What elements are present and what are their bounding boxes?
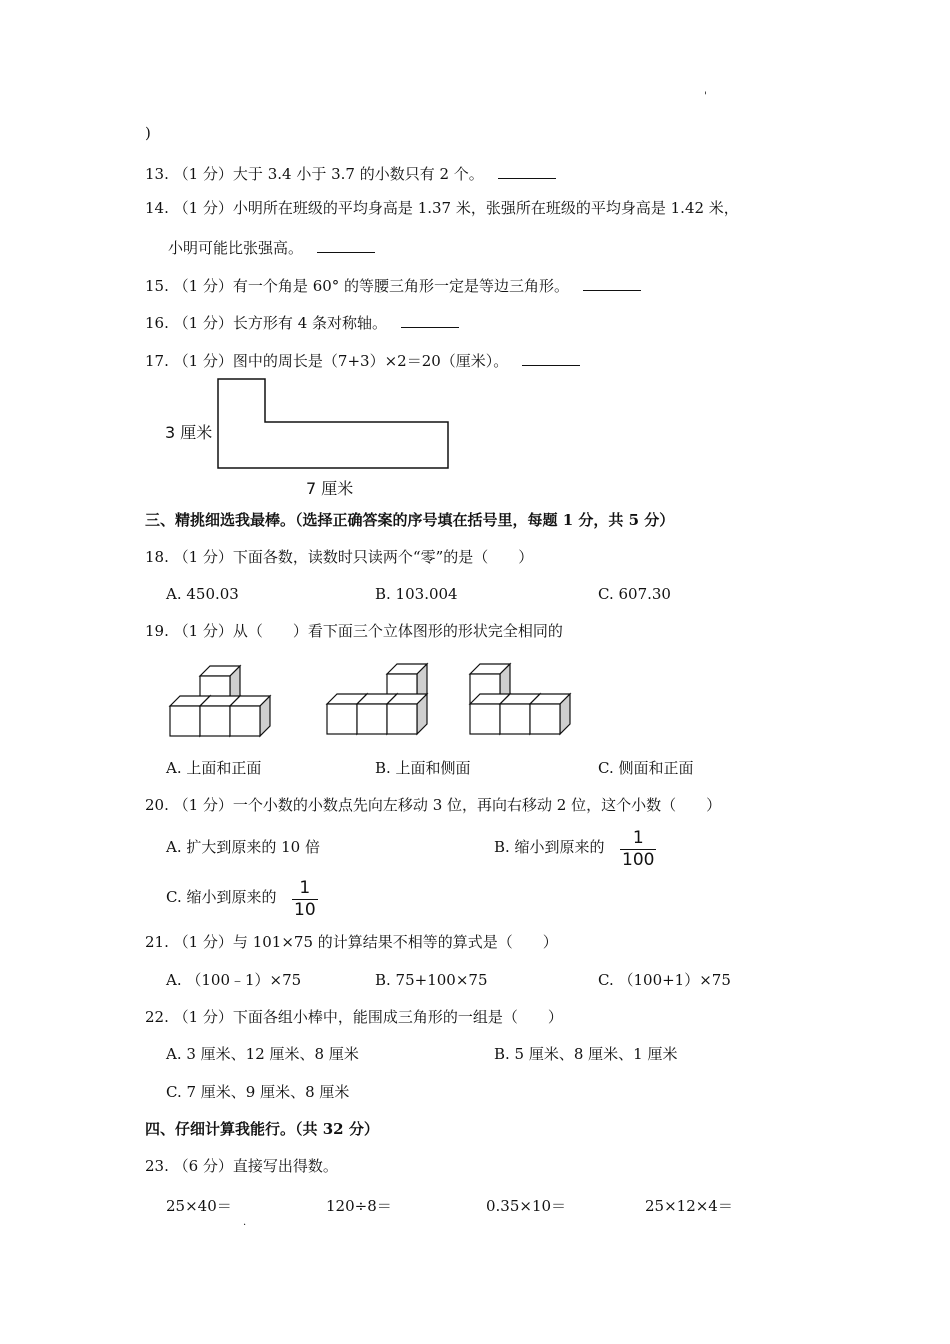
closing-paren: ) xyxy=(145,124,151,142)
q19-option-c[interactable]: C. 侧面和正面 xyxy=(598,759,694,777)
q22-option-a[interactable]: A. 3 厘米、12 厘米、8 厘米 xyxy=(166,1045,359,1063)
cube-figure-3 xyxy=(470,664,570,734)
fraction-numerator: 1 xyxy=(632,828,644,848)
q18-option-b[interactable]: B. 103.004 xyxy=(375,585,458,603)
question-17-text: 17. （1 分）图中的周长是（7+3）×2＝20（厘米）。 xyxy=(145,352,509,370)
question-13-text: 13. （1 分）大于 3.4 小于 3.7 的小数只有 2 个。 xyxy=(145,165,484,183)
bottom-mark: . xyxy=(243,1217,247,1228)
q23-item-3: 0.35×10＝ xyxy=(486,1197,567,1215)
section-4-title: 四、仔细计算我能行。（共 32 分） xyxy=(145,1120,379,1138)
q23-item-4: 25×12×4＝ xyxy=(645,1197,733,1215)
q21-option-a[interactable]: A. （100﹣1）×75 xyxy=(166,971,302,989)
q21-option-b[interactable]: B. 75+100×75 xyxy=(375,971,488,989)
q20-option-b[interactable]: B. 缩小到原来的 xyxy=(494,838,605,856)
q20-option-b-fraction xyxy=(620,830,656,869)
cube-figure-2 xyxy=(327,664,427,734)
question-21-text: 21. （1 分）与 101×75 的计算结果不相等的算式是（ ） xyxy=(145,933,558,951)
q20-option-c[interactable]: C. 缩小到原来的 xyxy=(166,888,277,906)
height-label: 3 厘米 xyxy=(165,423,213,442)
fraction-numerator: 1 xyxy=(299,878,311,898)
cube-figure-1 xyxy=(170,666,270,736)
question-15-text: 15. （1 分）有一个角是 60° 的等腰三角形一定是等边三角形。 xyxy=(145,277,570,295)
question-20-text: 20. （1 分）一个小数的小数点先向左移动 3 位，再向右移动 2 位，这个小数（ ） xyxy=(145,796,722,814)
question-16-text: 16. （1 分）长方形有 4 条对称轴。 xyxy=(145,314,388,332)
question-23-text: 23. （6 分）直接写出得数。 xyxy=(145,1157,338,1175)
top-mark: ' xyxy=(704,91,707,102)
q18-option-c[interactable]: C. 607.30 xyxy=(598,585,671,603)
q20-option-c-fraction xyxy=(292,880,318,919)
q22-option-b[interactable]: B. 5 厘米、8 厘米、1 厘米 xyxy=(494,1045,678,1063)
question-19-text: 19. （1 分）从（ ）看下面三个立体图形的形状完全相同的 xyxy=(145,622,563,640)
q19-option-a[interactable]: A. 上面和正面 xyxy=(166,759,262,777)
q20-option-a[interactable]: A. 扩大到原来的 10 倍 xyxy=(166,838,320,856)
q23-item-1: 25×40＝ xyxy=(166,1197,232,1215)
q19-option-b[interactable]: B. 上面和侧面 xyxy=(375,759,471,777)
fraction-denominator: 10 xyxy=(294,900,316,920)
question-14-line2: 小明可能比张强高。 xyxy=(168,239,304,257)
q22-option-c[interactable]: C. 7 厘米、9 厘米、8 厘米 xyxy=(166,1083,350,1101)
section-3-title: 三、精挑细选我最棒。（选择正确答案的序号填在括号里，每题 1 分，共 5 分） xyxy=(145,511,675,529)
question-18-text: 18. （1 分）下面各数，读数时只读两个“零”的是（ ） xyxy=(145,548,534,566)
q23-item-2: 120÷8＝ xyxy=(326,1197,392,1215)
q18-option-a[interactable]: A. 450.03 xyxy=(166,585,239,603)
q21-option-c[interactable]: C. （100+1）×75 xyxy=(598,971,731,989)
question-14-line1: 14. （1 分）小明所在班级的平均身高是 1.37 米，张强所在班级的平均身高是 1.42 米， xyxy=(145,199,739,217)
question-22-text: 22. （1 分）下面各组小棒中，能围成三角形的一组是（ ） xyxy=(145,1008,563,1026)
width-label: 7 厘米 xyxy=(306,479,354,498)
fraction-denominator: 100 xyxy=(622,850,655,870)
